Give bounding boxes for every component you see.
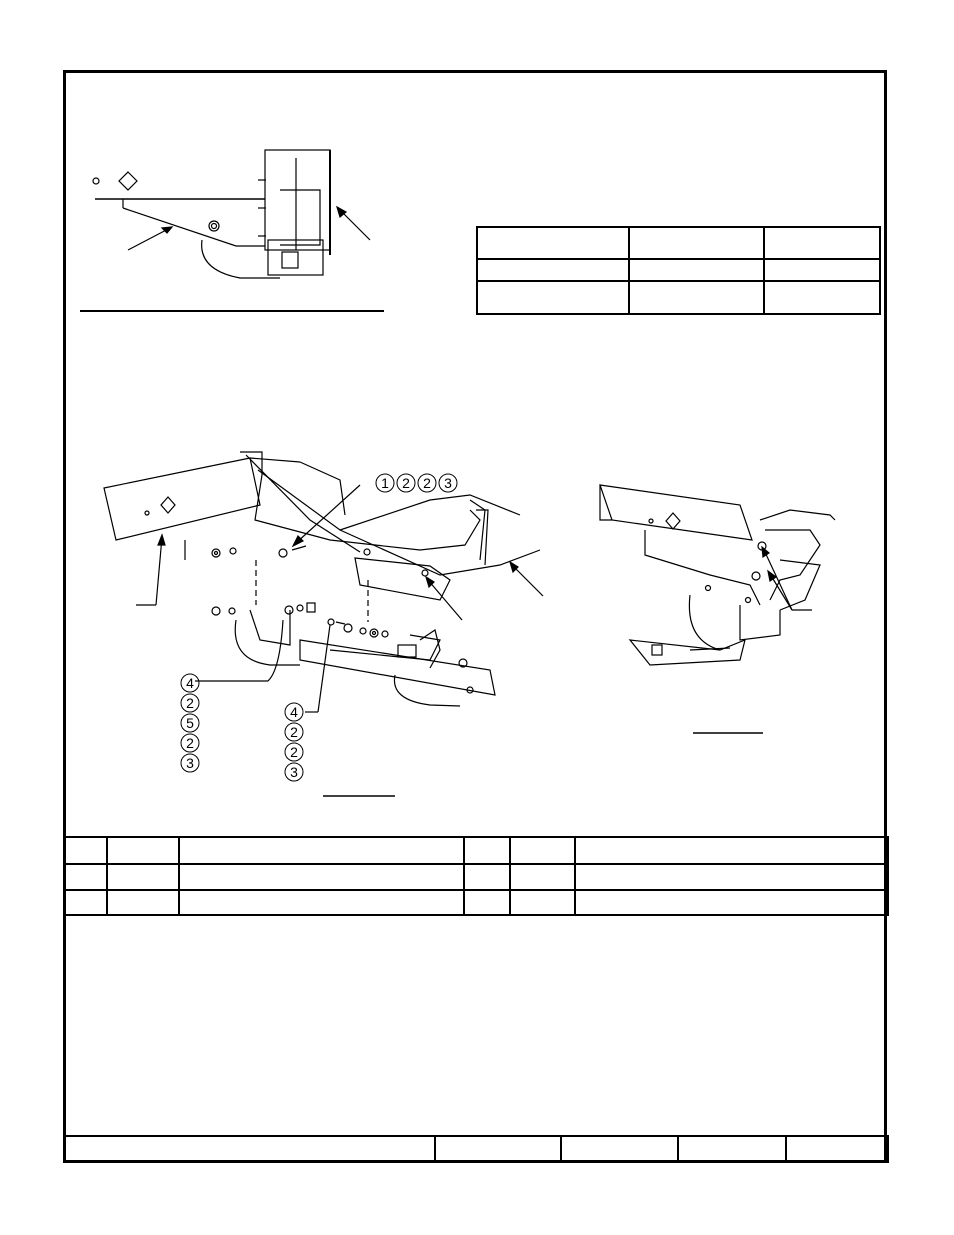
callout-number: 2 [186,695,194,711]
callout-number: 1 [381,475,389,491]
callout-number: 3 [290,764,298,780]
callout-balloon [376,474,394,492]
callout-balloon [181,734,199,752]
callout-balloon [285,703,303,721]
callout-number: 2 [186,735,194,751]
assembled-view-right [600,485,835,733]
callout-number: 2 [290,724,298,740]
callout-balloon [418,474,436,492]
callout-number: 2 [290,744,298,760]
callout-balloon [439,474,457,492]
callout-balloon [181,674,199,692]
callout-stack-left [181,674,199,772]
callout-number: 2 [402,475,410,491]
callout-balloon [285,723,303,741]
callout-balloon [285,743,303,761]
callout-number: 2 [423,475,431,491]
callout-number: 3 [444,475,452,491]
callout-number: 3 [186,755,194,771]
callout-number: 5 [186,715,194,731]
exploded-view-main [104,452,543,796]
callout-balloon [181,714,199,732]
callout-balloon [285,763,303,781]
callout-number: 4 [290,704,298,720]
detail-view-top-left [80,150,384,311]
callout-group-top [376,474,457,492]
callout-balloon [181,754,199,772]
callout-stack-middle [285,703,303,781]
callout-balloon [181,694,199,712]
callout-number: 4 [186,675,194,691]
callout-balloon [397,474,415,492]
